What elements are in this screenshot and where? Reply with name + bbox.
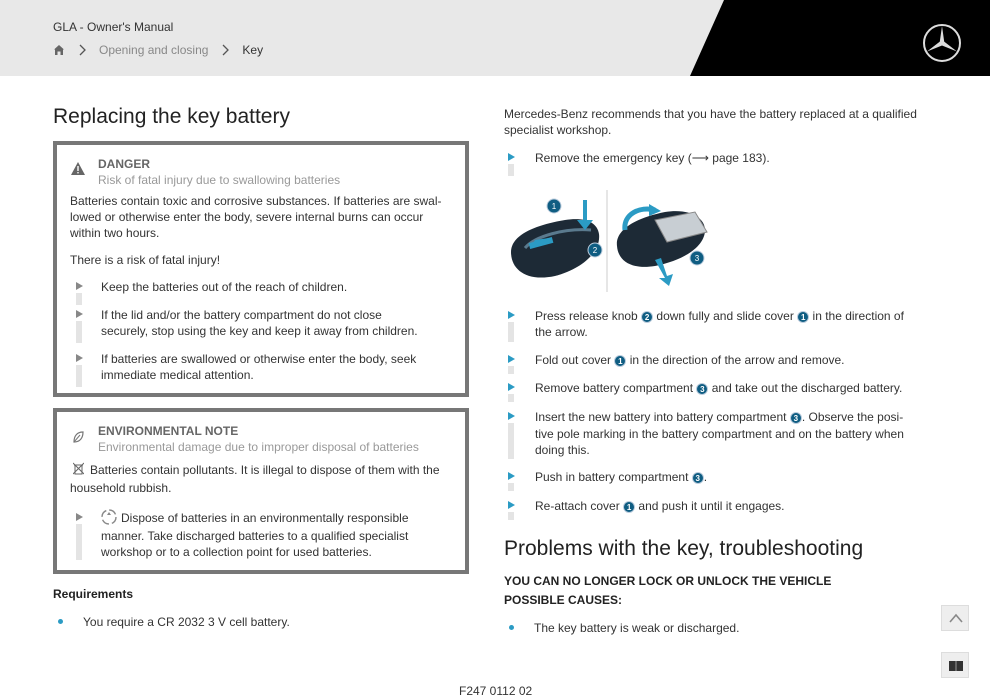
danger-text-line: lowed or otherwise enter the body, severe internal burns can occur — [70, 210, 424, 224]
step-text: . — [703, 470, 708, 484]
breadcrumb-key: Key — [242, 43, 264, 57]
chevron-right-icon — [220, 44, 230, 56]
step-bullet-icon — [508, 501, 515, 509]
svg-text:2: 2 — [592, 246, 598, 255]
step-text: doing this. — [535, 443, 590, 457]
step-remove-emergency-key[interactable]: Remove the emergency key (⟶ page 183). — [535, 151, 770, 165]
mercedes-star-logo-icon — [922, 23, 962, 63]
step-text: Press release knob — [535, 309, 638, 323]
step-text: the arrow. — [535, 325, 588, 339]
step-bar — [508, 394, 514, 402]
breadcrumb — [53, 43, 263, 57]
step-remove-battery-compartment — [535, 380, 902, 396]
step-bar — [76, 293, 82, 305]
step-bullet-icon — [508, 153, 515, 161]
danger-list-item: immediate medical attention. — [101, 368, 254, 382]
step-text: Remove battery compartment — [535, 381, 694, 395]
step-bullet-icon — [76, 354, 83, 362]
env-list-item: manner. Take discharged batteries to a qualified specialist — [101, 529, 409, 543]
danger-box — [53, 141, 469, 397]
step-bullet-icon — [508, 412, 515, 420]
step-bar — [76, 524, 82, 560]
step-bullet-icon — [76, 282, 83, 290]
troubleshooting-heading: YOU CAN NO LONGER LOCK OR UNLOCK THE VEHICLE — [504, 574, 832, 588]
possible-causes-heading: POSSIBLE CAUSES: — [504, 593, 623, 607]
step-text: Insert the new battery into battery compartment — [535, 410, 787, 424]
step-bar — [508, 512, 514, 520]
recycling-icon — [101, 509, 117, 525]
step-bar — [508, 366, 514, 374]
step-bar — [508, 423, 514, 459]
callout-3-icon: 3 — [692, 472, 704, 484]
home-icon[interactable] — [53, 44, 65, 56]
env-note-subtitle: Environmental damage due to improper disposal of batteries — [98, 440, 419, 454]
danger-list-item: If batteries are swallowed or otherwise enter the body, seek — [101, 352, 417, 366]
danger-text-line: Batteries contain toxic and corrosive substances. If batteries are swal- — [70, 194, 442, 208]
env-text-line: Batteries contain pollutants. It is illegal to dispose of them with the — [90, 463, 440, 477]
step-bar — [508, 483, 514, 491]
page-title: Replacing the key battery — [53, 105, 290, 128]
step-text: Fold out cover — [535, 353, 612, 367]
step-text: and take out the discharged battery. — [711, 381, 903, 395]
intro-text: Mercedes-Benz recommends that you have the battery replaced at a qualified — [504, 107, 917, 121]
step-text: Push in battery compartment — [535, 470, 689, 484]
danger-list-item: If the lid and/or the battery compartment do not close — [101, 308, 382, 322]
step-text: Re-attach cover — [535, 499, 620, 513]
manual-title: GLA - Owner's Manual — [53, 20, 174, 34]
step-text: tive pole marking in the battery compartment and on the battery when — [535, 427, 904, 441]
cause-item: The key battery is weak or discharged. — [534, 621, 740, 635]
figure-id: F247 0112 02 — [459, 684, 533, 698]
bullet-dot-icon — [58, 619, 63, 624]
step-push-in-compartment — [535, 469, 707, 485]
intro-text: specialist workshop. — [504, 123, 612, 137]
svg-text:3: 3 — [694, 254, 700, 263]
crossed-bin-icon — [73, 462, 84, 475]
chevron-right-icon — [77, 44, 87, 56]
chevron-up-icon — [948, 612, 964, 624]
requirements-heading: Requirements — [53, 587, 134, 601]
page-header — [0, 0, 990, 76]
callout-3-icon: 3 — [696, 383, 708, 395]
env-text-line: household rubbish. — [70, 481, 172, 495]
step-text: and push it until it engages. — [638, 499, 785, 513]
callout-2-icon: 2 — [641, 311, 653, 323]
callout-3-icon: 3 — [790, 412, 802, 424]
breadcrumb-opening-closing[interactable]: Opening and closing — [99, 43, 209, 57]
step-bar — [76, 365, 82, 387]
step-text: down fully and slide cover — [656, 309, 794, 323]
callout-1-icon: 1 — [623, 501, 635, 513]
step-insert-new-battery — [535, 409, 903, 425]
env-note-label: ENVIRONMENTAL NOTE — [98, 424, 239, 438]
svg-text:1: 1 — [551, 202, 557, 211]
scroll-to-top-button[interactable] — [941, 605, 969, 631]
danger-list-item: Keep the batteries out of the reach of children. — [101, 280, 348, 294]
env-list-item: workshop or to a collection point for used batteries. — [101, 545, 372, 559]
env-list-item: Dispose of batteries in an environmentally responsible — [121, 511, 409, 525]
warning-triangle-icon — [71, 162, 85, 175]
step-bullet-icon — [76, 513, 83, 521]
step-press-release-knob — [535, 308, 904, 324]
step-reattach-cover — [535, 498, 785, 514]
step-text: in the direction of the arrow and remove. — [629, 353, 845, 367]
step-bullet-icon — [508, 383, 515, 391]
callout-1-icon: 1 — [797, 311, 809, 323]
step-text: . Observe the posi- — [801, 410, 904, 424]
danger-list-item: securely, stop using the key and keep it away from children. — [101, 324, 418, 338]
danger-text-line: within two hours. — [70, 226, 160, 240]
step-bullet-icon — [508, 311, 515, 319]
step-bullet-icon — [508, 355, 515, 363]
callout-1-icon: 1 — [614, 355, 626, 367]
step-bar — [508, 322, 514, 342]
leaf-icon — [73, 431, 84, 443]
book-icon — [948, 659, 964, 673]
danger-text-line: There is a risk of fatal injury! — [70, 253, 221, 267]
step-bullet-icon — [76, 310, 83, 318]
step-bar — [508, 164, 514, 176]
troubleshooting-title: Problems with the key, troubleshooting — [504, 537, 864, 560]
step-bar — [76, 321, 82, 343]
step-bullet-icon — [508, 472, 515, 480]
danger-label: DANGER — [98, 157, 151, 171]
key-battery-illustration — [505, 190, 717, 292]
step-fold-out-cover — [535, 352, 845, 368]
book-index-button[interactable] — [941, 652, 969, 678]
environmental-note-box — [53, 408, 469, 574]
bullet-dot-icon — [509, 625, 514, 630]
danger-subtitle: Risk of fatal injury due to swallowing batteries — [98, 173, 341, 187]
step-text: in the direction of — [812, 309, 904, 323]
requirement-item: You require a CR 2032 3 V cell battery. — [83, 615, 290, 629]
